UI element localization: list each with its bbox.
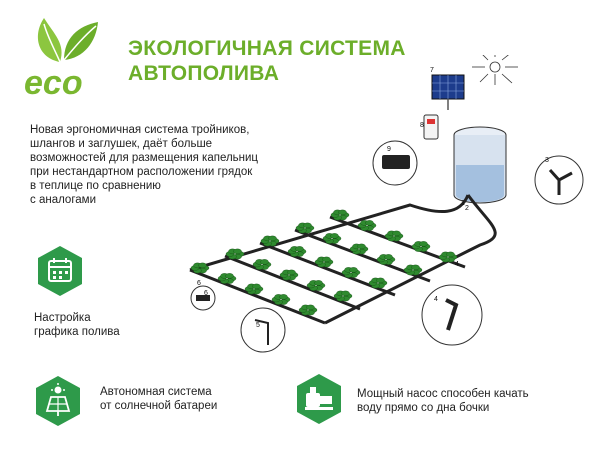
plant-illustration: [226, 249, 244, 259]
title-line-2: АВТОПОЛИВА: [128, 62, 280, 85]
diagram-callout-number: 8: [420, 122, 424, 129]
description-line: Новая эргономичная система тройников,: [30, 124, 250, 136]
diagram-callout-number: 6: [197, 280, 201, 287]
diagram-callout-number: 9: [387, 146, 391, 153]
feature-pump-label: [357, 387, 529, 415]
water-barrel-illustration: [454, 127, 506, 203]
plant-illustration: [385, 231, 403, 241]
diagram-callout-number: 6: [204, 290, 208, 297]
plant-illustration: [253, 259, 271, 269]
sun-illustration: [472, 55, 518, 85]
plant-illustration: [369, 278, 387, 288]
eco-logo: [18, 8, 106, 100]
feature-schedule-label: [34, 311, 120, 339]
plant-illustration: [218, 273, 236, 283]
plant-illustration: [358, 220, 376, 230]
solar-panel-illustration: [432, 75, 464, 110]
plant-illustration: [323, 233, 341, 243]
feature-line: воду прямо со дна бочки: [357, 402, 490, 414]
solar-panel-icon: [34, 375, 82, 427]
plant-illustration: [331, 210, 349, 220]
plant-illustration: [342, 267, 360, 277]
controller-illustration: [424, 115, 438, 139]
feature-solar-label: [100, 385, 217, 413]
feature-line: Настройка: [34, 312, 91, 324]
plant-illustration: [412, 241, 430, 251]
description-line: возможностей для размещения капельниц: [30, 152, 259, 164]
diagram-callout-number: 1: [461, 200, 465, 207]
plant-illustration: [334, 291, 352, 301]
plant-illustration: [299, 305, 317, 315]
description-line: с аналогами: [30, 194, 96, 206]
plant-illustration: [261, 236, 279, 246]
plant-illustration: [315, 257, 333, 267]
feature-line: графика полива: [34, 326, 120, 338]
description-line: шлангов и заглушек, даёт больше: [30, 138, 213, 150]
feature-line: Автономная система: [100, 386, 212, 398]
calendar-icon: [36, 245, 84, 297]
feature-line: Мощный насос способен качать: [357, 388, 529, 400]
plant-illustration: [296, 223, 314, 233]
feature-line: от солнечной батареи: [100, 400, 218, 412]
irrigation-system-diagram: [150, 55, 590, 365]
plant-illustration: [280, 270, 298, 280]
plant-illustration: [272, 294, 290, 304]
pump-icon: [295, 373, 343, 425]
callout-stake: [241, 308, 285, 352]
diagram-callout-number: 5: [256, 322, 260, 329]
diagram-callout-number: 3: [545, 157, 549, 164]
description-line: при нестандартном расположении грядок: [30, 166, 253, 178]
plant-illustration: [350, 244, 368, 254]
title-line-1: ЭКОЛОГИЧНАЯ СИСТЕМА: [128, 37, 406, 60]
plant-illustration: [377, 254, 395, 264]
diagram-callout-number: 2: [465, 205, 469, 212]
description-line: в теплице по сравнению: [30, 180, 161, 192]
plant-illustration: [307, 280, 325, 290]
diagram-callout-number: 7: [430, 67, 434, 74]
diagram-callout-number: 4: [455, 261, 459, 268]
plant-illustration: [245, 284, 263, 294]
eco-logo-text: eco: [24, 64, 83, 100]
diagram-callout-number: 4: [434, 296, 438, 303]
plant-illustration: [288, 246, 306, 256]
plant-illustration: [404, 265, 422, 275]
